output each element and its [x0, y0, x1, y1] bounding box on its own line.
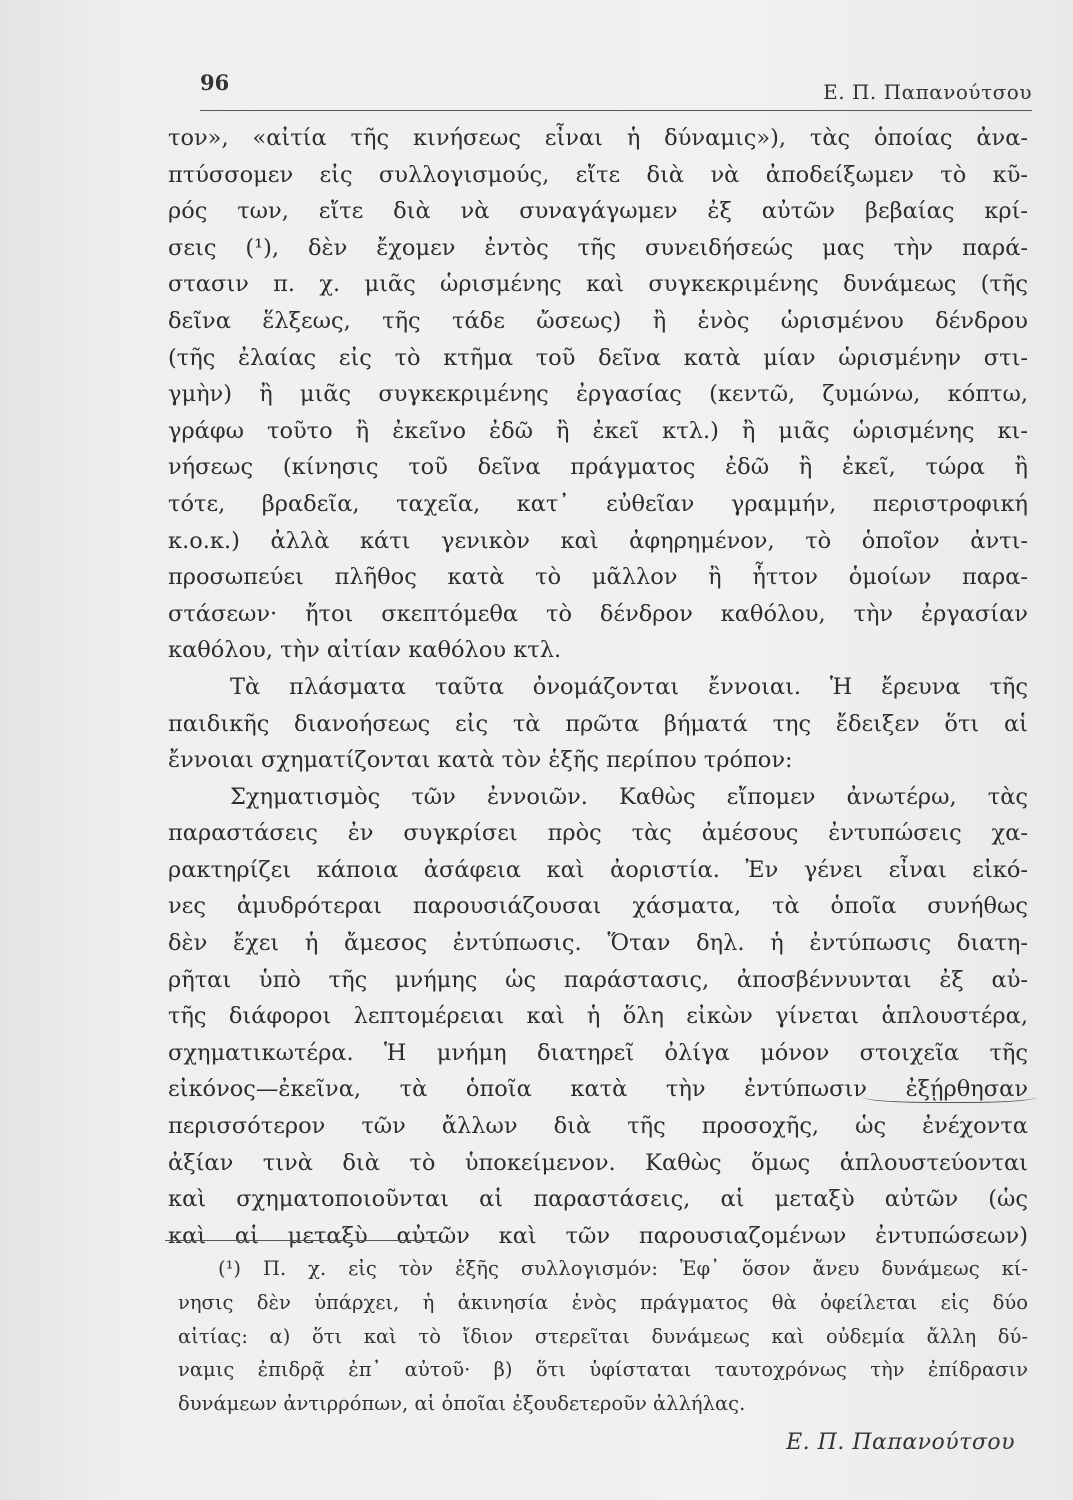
text-line: προσωπεύει πλῆθος κατὰ τὸ μᾶλλον ἢ ἧττον ὁμοίων παρα- [168, 564, 1028, 591]
text-line: καθόλου, τὴν αἰτίαν καθόλου κτλ. [168, 637, 562, 664]
text-line: παραστάσεις ἐν συγκρίσει πρὸς τὰς ἀμέσους ἐντυπώσεις χα- [168, 820, 1028, 847]
footnote-line: αἰτίας: α) ὅτι καὶ τὸ ἴδιον στερεῖται δυνάμεως καὶ οὐδεμία ἄλλη δύ- [178, 1324, 1028, 1348]
footnote-line: ναμις ἐπιδρᾷ ἐπ᾽ αὐτοῦ· β) ὅτι ὑφίσταται ταυτοχρόνως τὴν ἐπίδρασιν [178, 1358, 1028, 1382]
text-line: (τῆς ἐλαίας εἰς τὸ κτῆμα τοῦ δεῖνα κατὰ μίαν ὡρισμένην στι- [168, 344, 1028, 371]
section-heading-line: Σχηματισμὸς τῶν ἐννοιῶν. Καθὼς εἴπομεν ἀνωτέρω, τὰς [230, 783, 1028, 810]
text-line: καὶ αἱ μεταξὺ αὐτῶν καὶ τῶν παρουσιαζομένων ἐντυπώσεων) [168, 1222, 1028, 1249]
text-line: τον», «αἰτία τῆς κινήσεως εἶναι ἡ δύναμις»), τὰς ὁποίας ἀνα- [168, 125, 1028, 151]
text-line: νες ἀμυδρότεραι παρουσιάζουσαι χάσματα, τὰ ὁποῖα συνήθως [168, 893, 1028, 920]
text-line: γμὴν) ἢ μιᾶς συγκεκριμένης ἐργασίας (κεντῶ, ζυμώνω, κόπτω, [168, 381, 1028, 408]
text-line: ἔννοιαι σχηματίζονται κατὰ τὸν ἑξῆς περίπου τρόπον: [168, 747, 793, 774]
footnote-divider [165, 1240, 443, 1241]
text-line: ρῆται ὑπὸ τῆς μνήμης ὡς παράστασις, ἀποσβέννυνται ἐξ αὐ- [168, 966, 1028, 993]
text-line: ἀξίαν τινὰ διὰ τὸ ὑποκείμενον. Καθὼς ὅμως ἁπλουστεύονται [168, 1149, 1028, 1176]
footnote-line: (¹) Π. χ. εἰς τὸν ἑξῆς συλλογισμόν: Ἐφ᾽ ὅσον ἄνευ δυνάμεως κί- [218, 1257, 1028, 1280]
text-line: εἰκόνος—ἐκεῖνα, τὰ ὁποῖα κατὰ τὴν ἐντύπωσιν ἐξῄρθησαν [168, 1076, 1028, 1103]
text-line: τῆς διάφοροι λεπτομέρειαι καὶ ἡ ὅλη εἰκὼν γίνεται ἁπλουστέρα, [168, 1003, 1028, 1030]
pencil-underline [862, 1088, 1037, 1103]
footnote-line: νησις δὲν ὑπάρχει, ἡ ἀκινησία ἑνὸς πράγματος θὰ ὀφείλεται εἰς δύο [178, 1290, 1028, 1314]
footer-author: Ε. Π. Παπανούτσου [786, 1430, 1015, 1455]
text-line: πτύσσομεν εἰς συλλογισμούς, εἴτε διὰ νὰ ἀποδείξωμεν τὸ κῦ- [168, 161, 1028, 188]
text-line: στάσεων· ἤτοι σκεπτόμεθα τὸ δένδρον καθόλου, τὴν ἐργασίαν [168, 600, 1028, 627]
text-line: στασιν π. χ. μιᾶς ὡρισμένης καὶ συγκεκριμένης δυνάμεως (τῆς [168, 271, 1028, 298]
footnote-line: δυνάμεων ἀντιρρόπων, αἱ ὁποῖαι ἐξουδετεροῦν ἀλλήλας. [178, 1392, 746, 1416]
text-line: τότε, βραδεῖα, ταχεῖα, κατ᾽ εὐθεῖαν γραμμήν, περιστροφική [168, 490, 1028, 517]
text-line: ρός των, εἴτε διὰ νὰ συναγάγωμεν ἐξ αὐτῶν βεβαίας κρί- [168, 198, 1028, 225]
running-head [200, 70, 1032, 111]
text-line: καὶ σχηματοποιοῦνται αἱ παραστάσεις, αἱ μεταξὺ αὐτῶν (ὡς [168, 1186, 1028, 1213]
footnotes [178, 1252, 1028, 1421]
text-line: περισσότερον τῶν ἄλλων διὰ τῆς προσοχῆς, ὡς ἐνέχοντα [168, 1113, 1028, 1140]
page-number: 96 [200, 70, 230, 95]
text-line: δεῖνα ἕλξεως, τῆς τάδε ὤσεως) ἢ ἑνὸς ὡρισμένου δένδρου [168, 307, 1028, 334]
text-line: παιδικῆς διανοήσεως εἰς τὰ πρῶτα βήματά της ἔδειξεν ὅτι αἱ [168, 710, 1028, 737]
text-line: δὲν ἔχει ἡ ἄμεσος ἐντύπωσις. Ὅταν δηλ. ἡ ἐντύπωσις διατη- [168, 930, 1028, 957]
header-author: Ε. Π. Παπανούτσου [823, 80, 1032, 104]
text-line: ρακτηρίζει κάποια ἀσάφεια καὶ ἀοριστία. Ἐν γένει εἶναι εἰκό- [168, 856, 1028, 883]
text-line: σχηματικωτέρα. Ἡ μνήμη διατηρεῖ ὀλίγα μόνον στοιχεῖα τῆς [168, 1039, 1028, 1066]
paragraph-start-line: Τὰ πλάσματα ταῦτα ὀνομάζονται ἔννοιαι. Ἡ ἔρευνα τῆς [230, 673, 1028, 700]
text-line: νήσεως (κίνησις τοῦ δεῖνα πράγματος ἐδῶ ἢ ἐκεῖ, τώρα ἢ [168, 454, 1028, 481]
text-line: γράφω τοῦτο ἢ ἐκεῖνο ἐδῶ ἢ ἐκεῖ κτλ.) ἢ μιᾶς ὡρισμένης κι- [168, 417, 1028, 444]
body-text [168, 120, 1028, 1254]
text-line: σεις (¹), δὲν ἔχομεν ἐντὸς τῆς συνειδήσεώς μας τὴν παρά- [168, 234, 1028, 261]
text-line: κ.ο.κ.) ἀλλὰ κάτι γενικὸν καὶ ἀφηρημένον, τὸ ὁποῖον ἀντι- [168, 527, 1028, 554]
